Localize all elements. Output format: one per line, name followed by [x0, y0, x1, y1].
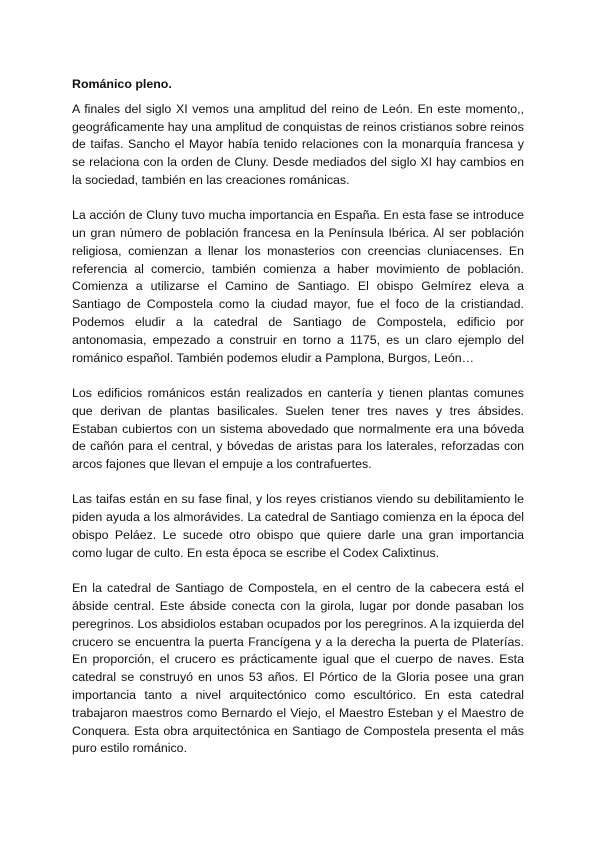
page-title: Románico pleno. — [72, 77, 172, 91]
paragraph-5: En la catedral de Santiago de Compostela, en el centro de la cabecera está el ábside central. Este ábside conecta con la girola, lugar por donde pasaban los peregrinos. Los absidiolos estaban ocupados por los peregrinos. A la izquierda del crucero se encuentra la puerta Francígena y a la derecha la puerta de Platerías. En proporción, el crucero es prácticamente igual que el cuerpo de naves. Esta catedral se construyó en unos 53 años. El Pórtico de la Gloria posee una gran importancia tanto a nivel arquitectónico como escultórico. En esta catedral trabajaron maestros como Bernardo el Viejo, el Maestro Esteban y el Maestro de Conquera. Esta obra arquitectónica en Santiago de Compostela presenta el más puro estilo románico. — [72, 581, 524, 756]
paragraph-1: A finales del siglo XI vemos una amplitud del reino de León. En este momento,, geográficamente hay una amplitud de conquistas de reinos cristianos sobre reinos de taifas. Sancho el Mayor había tenido relaciones con la monarquía francesa y se relaciona con la orden de Cluny. Desde mediados del siglo XI hay cambios en la sociedad, también en las creaciones románicas. — [72, 101, 524, 187]
paragraph-2: La acción de Cluny tuvo mucha importancia en España. En esta fase se introduce un gran número de población francesa en la Península Ibérica. Al ser población religiosa, comienzan a llenar los monasterios con creencias cluniacenses. En referencia al comercio, también comienza a haber movimiento de población. Comienza a utilizarse el Camino de Santiago. El obispo Gelmírez eleva a Santiago de Compostela como la ciudad mayor, fue el foco de la cristiandad. Podemos eludir a la catedral de Santiago de Compostela, edificio por antonomasia, empezado a construir en torno a 1175, es un claro ejemplo del románico español. También podemos eludir a Pamplona, Burgos, León… — [72, 208, 524, 365]
paragraph-4: Las taifas están en su fase final, y los reyes cristianos viendo su debilitamiento le piden ayuda a los almorávides. La catedral de Santiago comienza en la época del obispo Peláez. Le sucede otro obispo que quiere darle una gran importancia como lugar de culto. En esta época se escribe el Codex Calixtinus. — [72, 492, 524, 560]
document-page — [72, 76, 524, 776]
paragraph-3: Los edificios románicos están realizados en cantería y tienen plantas comunes que derivan de plantas basilicales. Suelen tener tres naves y tres ábsides. Estaban cubiertos con un sistema abovedado que normalmente era una bóveda de cañón para el central, y bóvedas de aristas para los laterales, reforzadas con arcos fajones que llevan el empuje a los contrafuertes. — [72, 385, 524, 472]
